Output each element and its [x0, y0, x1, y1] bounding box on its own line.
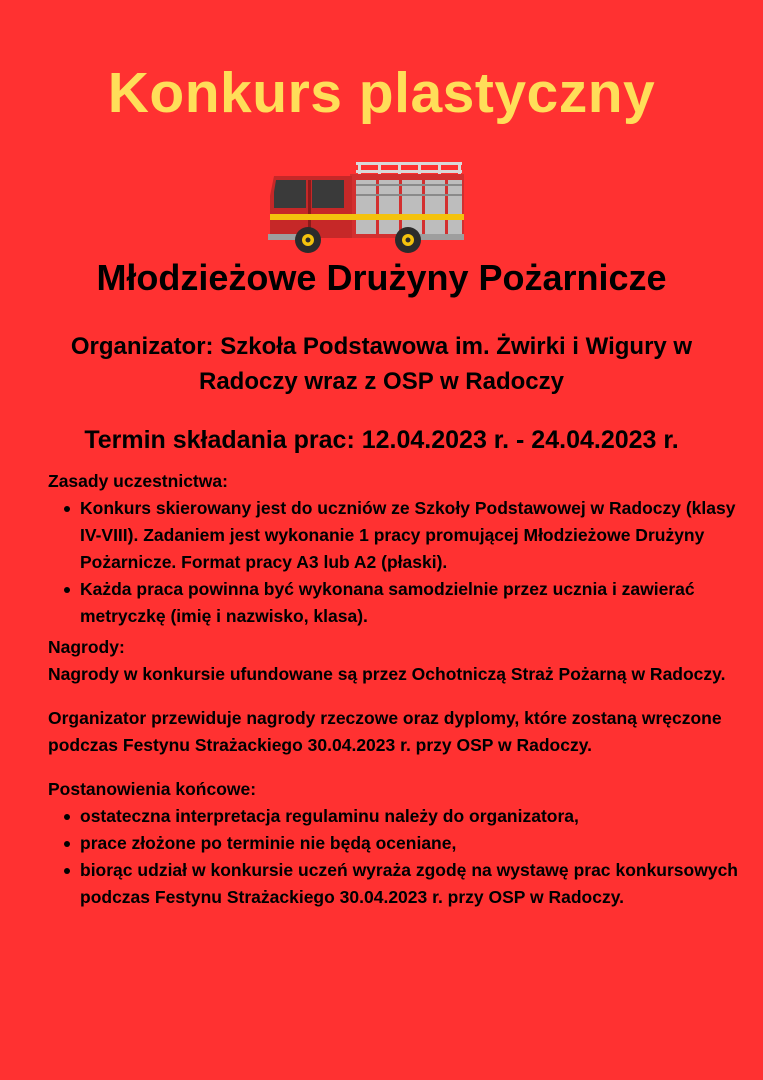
final-list [48, 803, 738, 911]
prizes-heading: Nagrody: [48, 637, 125, 657]
list-item: Konkurs skierowany jest do uczniów ze Szkoły Podstawowej w Radoczy (klasy IV-VIII). Zadaniem jest wykonanie 1 pracy promującej Młodzieżowe Drużyny Pożarnicze. Format pracy A3 lub A2 (płaski). [80, 495, 738, 576]
list-item: Każda praca powinna być wykonana samodzielnie przez ucznia i zawierać metryczkę (imię i nazwisko, klasa). [80, 576, 738, 630]
rules-body [48, 468, 738, 911]
list-item: ostateczna interpretacja regulaminu należy do organizatora, [80, 803, 738, 830]
list-item: biorąc udział w konkursie uczeń wyraża zgodę na wystawę prac konkursowych podczas Festynu Strażackiego 30.04.2023 r. przy OSP w Radoczy. [80, 857, 738, 911]
poster-title: Konkurs plastyczny [107, 61, 656, 125]
organizer-text: Organizator: Szkoła Podstawowa im. Żwirki i Wigury w Radoczy wraz z OSP w Radoczy [70, 333, 693, 395]
deadline-text: Termin składania prac: 12.04.2023 r. - 24.04.2023 r. [84, 426, 679, 454]
prizes-details: Organizator przewiduje nagrody rzeczowe oraz dyplomy, które zostaną wręczone podczas Festynu Strażackiego 30.04.2023 r. przy OSP w Radoczy. [48, 708, 722, 755]
rules-heading: Zasady uczestnictwa: [48, 471, 228, 491]
fire-truck-icon [268, 160, 466, 254]
poster-subtitle: Młodzieżowe Drużyny Pożarnicze [96, 257, 667, 298]
rules-list [48, 495, 738, 630]
list-item: prace złożone po terminie nie będą oceniane, [80, 830, 738, 857]
prizes-text: Nagrody w konkursie ufundowane są przez Ochotniczą Straż Pożarną w Radoczy. [48, 664, 726, 684]
final-heading: Postanowienia końcowe: [48, 779, 257, 799]
